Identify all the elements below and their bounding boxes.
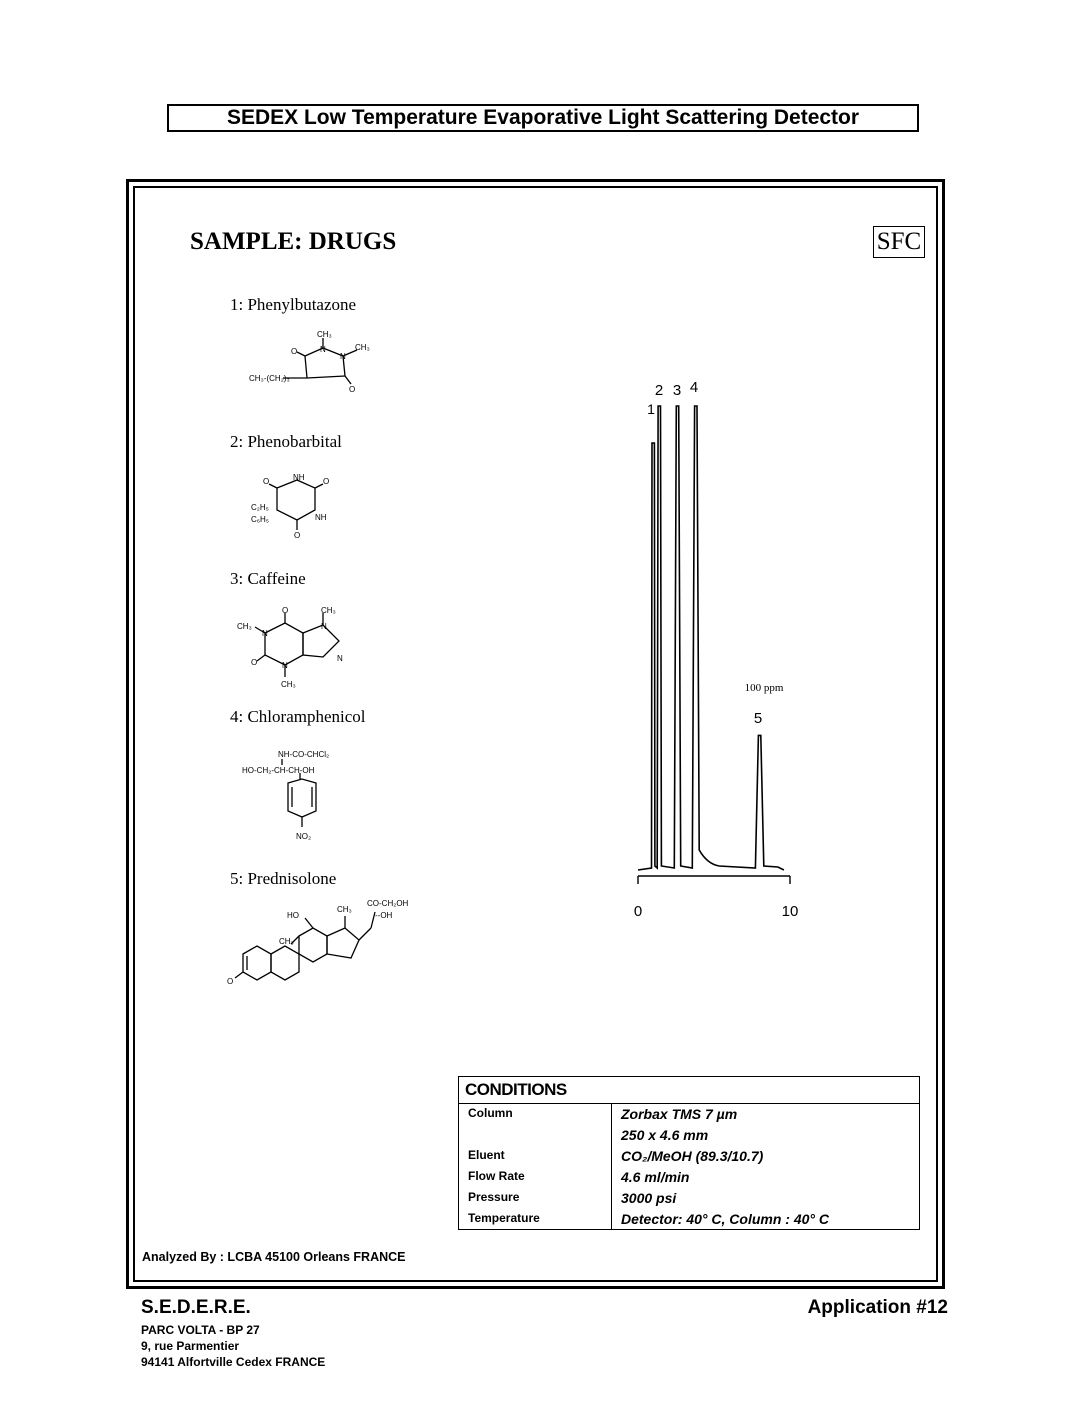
fragment-o-bottom: O [349,385,356,394]
fragment-hydroxyacetyl: CO-CH₂OH [367,899,409,908]
peak-label-4: 4 [689,379,699,396]
condition-label-eluent: Eluent [468,1148,505,1162]
fragment-amide: NH-CO-CHCl₂ [278,750,330,759]
fragment-nitro: NO₂ [296,832,312,841]
fragment-ch3-top: CH₃ [321,606,336,615]
fragment-phenyl: C₆H₅ [251,515,270,524]
fragment-n3: N [282,661,288,670]
fragment-propanediol: HO-CH₂-CH-CH-OH [242,766,315,775]
structure-caffeine [235,605,355,691]
fragment-n9: N [337,654,343,663]
condition-value-pressure: 3000 psi [621,1190,677,1206]
compound-label-phenobarbital: 2: Phenobarbital [230,432,342,451]
structure-phenylbutazone [245,328,385,400]
structure-prednisolone [225,892,415,992]
fragment-oh-c17: --OH [375,911,393,920]
chromatogram [620,370,820,930]
conditions-header: CONDITIONS [459,1077,919,1104]
condition-label-flow-rate: Flow Rate [468,1169,525,1183]
fragment-o-left: O [251,658,258,667]
condition-value-column: Zorbax TMS 7 µm [621,1106,738,1122]
fragment-ch3-right: CH₃ [355,343,370,352]
chromatogram-trace [638,406,784,870]
company-name: S.E.D.E.R.E. [141,1297,251,1318]
peak-label-1: 1 [647,401,655,417]
sfc-badge: SFC [873,226,925,258]
address-line-1: PARC VOLTA - BP 27 [141,1323,260,1337]
peak-label-5: 5 [753,710,763,727]
fragment-o-left: O [291,347,298,356]
compound-label-chloramphenicol: 4: Chloramphenicol [230,707,366,726]
condition-label-temperature: Temperature [468,1211,540,1225]
application-number: Application #12 [807,1297,948,1318]
address-line-3: 94141 Alfortville Cedex FRANCE [141,1355,326,1369]
page-header-title: SEDEX Low Temperature Evaporative Light Scattering Detector [167,104,919,132]
x-tick-label-10: 10 [781,903,799,920]
fragment-ch3-left: CH₃ [237,622,252,631]
fragment-o-topleft: O [263,477,270,486]
fragment-n2: N [340,352,346,361]
condition-label-pressure: Pressure [468,1190,520,1204]
fragment-ch3-c19: CH₃ [279,937,294,946]
condition-value-dimensions: 250 x 4.6 mm [621,1127,709,1143]
fragment-ho: HO [287,911,299,920]
chromatogram-trace-line [638,406,784,870]
fragment-ch3-top: CH₃ [317,330,332,339]
condition-value-flow-rate: 4.6 ml/min [621,1169,690,1185]
fragment-o-top: O [282,606,289,615]
condition-value-temperature: Detector: 40° C, Column : 40° C [621,1211,830,1227]
fragment-ch3-c18: CH₃ [337,905,352,914]
x-tick-label-0: 0 [633,903,643,920]
fragment-o-bottom: O [294,531,301,540]
condition-value-eluent: CO₂/MeOH (89.3/10.7) [621,1148,764,1164]
condition-label-column: Column [468,1106,513,1120]
structure-chloramphenicol [238,745,368,845]
fragment-nh-top: NH [293,473,305,482]
compound-label-phenylbutazone: 1: Phenylbutazone [230,295,357,314]
sample-title: SAMPLE: DRUGS [190,228,397,255]
compound-label-caffeine: 3: Caffeine [230,569,306,588]
fragment-nh-right: NH [315,513,327,522]
peak-label-3: 3 [672,382,682,399]
structure-phenobarbital [245,470,345,540]
fragment-o-topright: O [323,477,330,486]
address-line-2: 9, rue Parmentier [141,1339,240,1353]
analyzed-by-note: Analyzed By : LCBA 45100 Orleans FRANCE [142,1250,406,1264]
conditions-table [458,1076,920,1230]
fragment-n1: N [262,629,268,638]
fragment-n7: N [321,622,327,631]
peak-label-2: 2 [654,382,664,399]
compound-label-prednisolone: 5: Prednisolone [230,869,337,888]
fragment-ethyl: C₂H₅ [251,503,269,512]
fragment-o-c3: O [227,977,234,986]
fragment-ch3-bottom: CH₃ [281,680,296,689]
concentration-annotation: 100 ppm [744,682,784,694]
conditions-column-divider [611,1104,612,1229]
fragment-n1: N [320,345,326,354]
fragment-butyl-chain: CH₃-(CH₂)₃ [249,374,290,383]
